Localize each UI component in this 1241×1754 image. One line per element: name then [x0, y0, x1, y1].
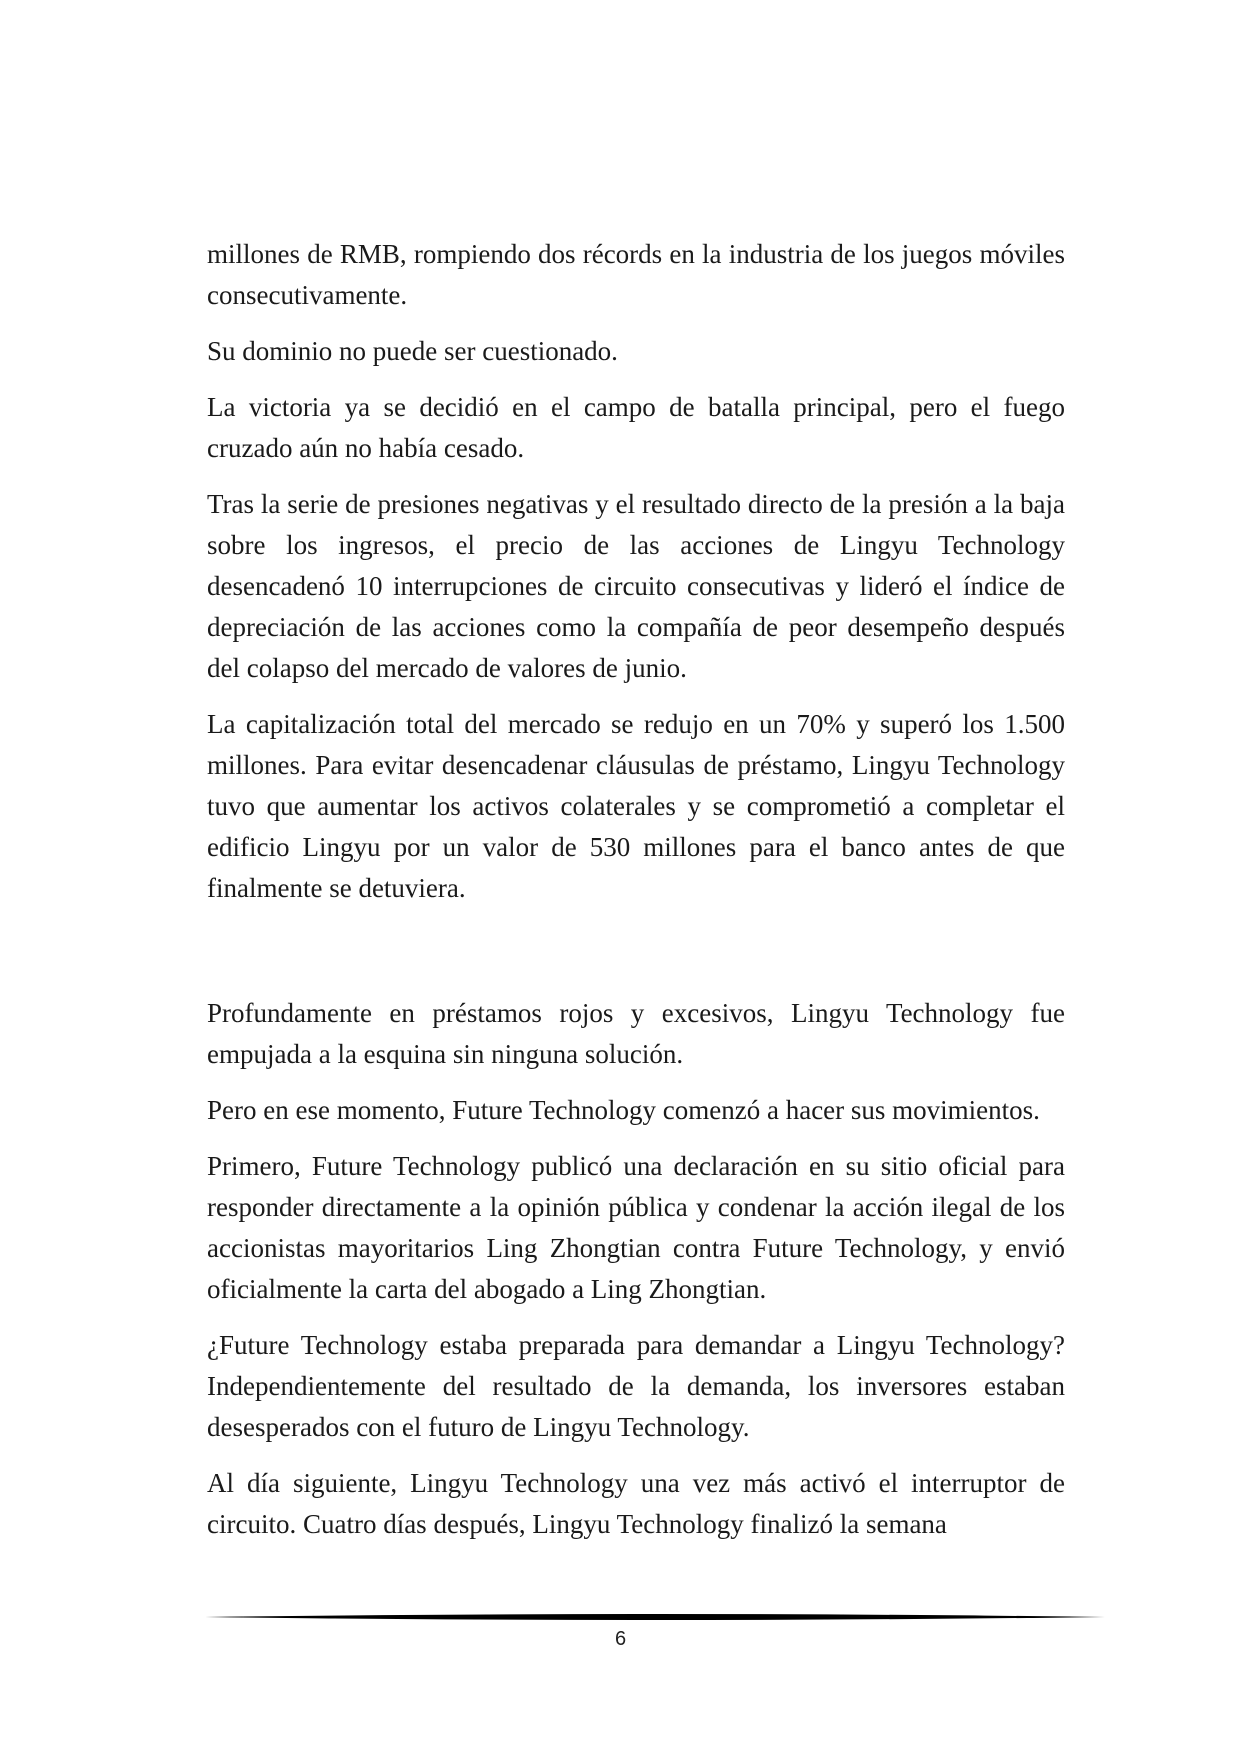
footer-divider	[205, 1613, 1105, 1621]
page-number: 6	[614, 1628, 627, 1650]
footer-divider-line	[205, 1613, 1105, 1621]
paragraph: Al día siguiente, Lingyu Technology una vez más activó el interruptor de circuito. Cuatro días después, Lingyu Technology finalizó la semana	[207, 1468, 1065, 1539]
body-text-section-2	[207, 993, 1065, 1560]
body-text-section-1	[207, 234, 1065, 924]
paragraph: ¿Future Technology estaba preparada para demandar a Lingyu Technology? Independientemente del resultado de la demanda, los inversores estaban desesperados con el futuro de Lingyu Technology.	[207, 1330, 1065, 1442]
paragraph: La capitalización total del mercado se redujo en un 70% y superó los 1.500 millones. Para evitar desencadenar cláusulas de préstamo, Lingyu Technology tuvo que aumentar los activos colaterales y se comprometió a completar el edificio Lingyu por un valor de 530 millones para el banco antes de que finalmente se detuviera.	[207, 709, 1065, 903]
paragraph: La victoria ya se decidió en el campo de batalla principal, pero el fuego cruzado aún no había cesado.	[207, 392, 1065, 463]
paragraph: Tras la serie de presiones negativas y el resultado directo de la presión a la baja sobre los ingresos, el precio de las acciones de Lingyu Technology desencadenó 10 interrupciones de circuito consecutivas y lideró el índice de depreciación de las acciones como la compañía de peor desempeño después del colapso del mercado de valores de junio.	[207, 489, 1065, 683]
paragraph: millones de RMB, rompiendo dos récords en la industria de los juegos móviles consecutivamente.	[207, 239, 1065, 310]
paragraph: Su dominio no puede ser cuestionado.	[207, 336, 618, 366]
paragraph: Profundamente en préstamos rojos y excesivos, Lingyu Technology fue empujada a la esquina sin ninguna solución.	[207, 998, 1065, 1069]
paragraph: Pero en ese momento, Future Technology comenzó a hacer sus movimientos.	[207, 1095, 1040, 1125]
paragraph: Primero, Future Technology publicó una declaración en su sitio oficial para responder directamente a la opinión pública y condenar la acción ilegal de los accionistas mayoritarios Ling Zhongtian contra Future Technology, y envió oficialmente la carta del abogado a Ling Zhongtian.	[207, 1151, 1065, 1304]
